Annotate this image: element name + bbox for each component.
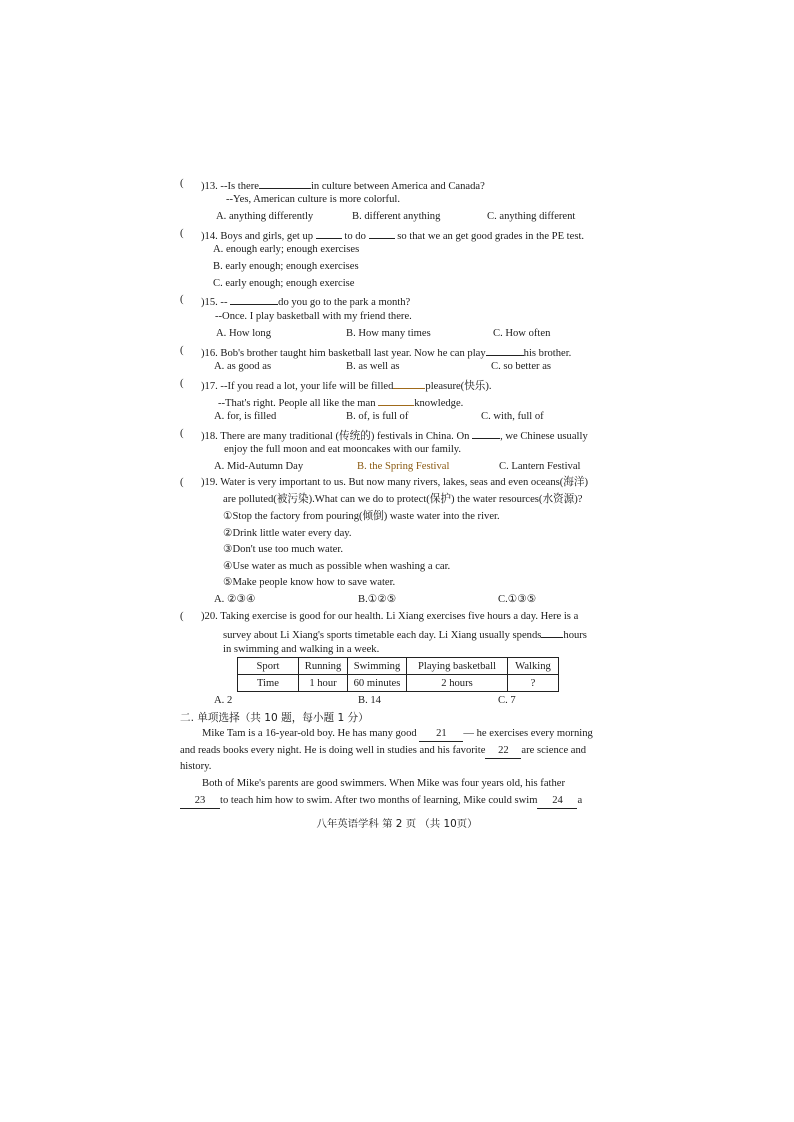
option-13-c: C. anything different (487, 211, 576, 222)
option-15-a: A. How long (216, 328, 272, 339)
option-19-2: ②Drink little water every day. (223, 528, 352, 539)
option-19-5: ⑤Make people know how to save water. (223, 577, 396, 588)
option-17-b: B. of, is full of (346, 411, 409, 422)
option-20-c: C. 7 (498, 695, 516, 706)
question-16-stem-end: his brother. (523, 348, 572, 359)
question-20-line2-end: hours (563, 630, 587, 641)
blank-15 (230, 293, 278, 305)
question-15-stem-end: do you go to the park a month? (278, 297, 411, 308)
table-row (238, 675, 559, 692)
passage-text: — he exercises every morning (463, 728, 593, 739)
question-14 (201, 227, 584, 244)
question-17-stem: )17. --If you read a lot, your life will be filled (201, 381, 394, 392)
option-19-c: C.①③⑤ (498, 594, 537, 605)
blank-17-a (393, 377, 425, 389)
option-19-4: ④Use water as much as possible when washing a car. (223, 561, 451, 572)
answer-paren-13[interactable]: ( (180, 178, 184, 189)
answer-paren-16[interactable]: ( (180, 345, 184, 356)
blank-23[interactable]: 23 (180, 794, 220, 809)
table-header-cell: Sport (238, 658, 299, 675)
table-cell: ? (508, 675, 559, 692)
table-header-cell: Playing basketball (407, 658, 508, 675)
table-cell: 60 minutes (348, 675, 407, 692)
passage-text: and reads books every night. He is doing well in studies and his favorite (180, 745, 486, 756)
table-header-row (238, 658, 559, 675)
question-15-stem: )15. -- (201, 297, 228, 308)
answer-paren-18[interactable]: ( (180, 428, 184, 439)
question-14-stem: )14. Boys and girls, get up (201, 231, 314, 242)
question-20-line2-start: survey about Li Xiang's sports timetable each day. Li Xiang usually spends (223, 630, 542, 641)
question-15-reply: --Once. I play basketball with my friend there. (215, 311, 412, 322)
option-13-b: B. different anything (352, 211, 441, 222)
blank-24[interactable]: 24 (537, 794, 577, 809)
passage-line-3: history. (180, 761, 212, 772)
table-header-cell: Walking (508, 658, 559, 675)
option-16-a: A. as good as (214, 361, 272, 372)
option-17-a: A. for, is filled (214, 411, 277, 422)
option-17-c: C. with, full of (481, 411, 544, 422)
option-20-a: A. 2 (214, 695, 233, 706)
question-17-reply (218, 394, 463, 411)
passage-line-5 (180, 794, 582, 809)
option-16-b: B. as well as (346, 361, 400, 372)
question-18 (201, 427, 588, 444)
question-19: )19. Water is very important to us. But now many rivers, lakes, seas and even oceans(海洋) (201, 477, 588, 488)
answer-paren-17[interactable]: ( (180, 378, 184, 389)
question-18-line2: enjoy the full moon and eat mooncakes with our family. (224, 444, 462, 455)
page-footer: 八年英语学科 第 2 页 （共 10页） (316, 818, 478, 830)
answer-paren-19[interactable]: ( (180, 477, 184, 488)
passage-line-4: Both of Mike's parents are good swimmers. When Mike was four years old, his father (202, 778, 565, 789)
question-18-stem: )18. There are many traditional (传统的) festivals in China. On (201, 431, 470, 442)
table-header-cell: Running (299, 658, 348, 675)
option-18-c: C. Lantern Festival (499, 461, 581, 472)
option-16-c: C. so better as (491, 361, 552, 372)
question-16 (201, 344, 571, 361)
answer-paren-14[interactable]: ( (180, 228, 184, 239)
table-cell: 1 hour (299, 675, 348, 692)
option-20-b: B. 14 (358, 695, 381, 706)
question-20-line3: in swimming and walking in a week. (223, 644, 380, 655)
option-19-1: ①Stop the factory from pouring(倾倒) waste water into the river. (223, 511, 500, 522)
question-17-stem-end: pleasure(快乐). (425, 381, 492, 392)
option-14-b: B. early enough; enough exercises (213, 261, 359, 272)
passage-line-2 (180, 744, 586, 759)
table-header-cell: Swimming (348, 658, 407, 675)
question-20: )20. Taking exercise is good for our health. Li Xiang exercises five hours a day. Here is a (201, 611, 579, 622)
section-heading: 二. 单项选择（共 10 题，每小题 1 分） (180, 712, 369, 724)
question-17-reply-end: knowledge. (414, 398, 464, 409)
option-15-b: B. How many times (346, 328, 431, 339)
passage-text: Mike Tam is a 16-year-old boy. He has many good (202, 728, 417, 739)
question-13-reply: --Yes, American culture is more colorful. (226, 194, 400, 205)
option-19-a: A. ②③④ (214, 594, 256, 605)
passage-line-1 (202, 727, 593, 742)
question-15 (201, 293, 410, 310)
option-15-c: C. How often (493, 328, 551, 339)
question-14-mid: to do (344, 231, 366, 242)
question-14-stem-end: so that we an get good grades in the PE test. (397, 231, 585, 242)
blank-17-b (378, 394, 414, 406)
answer-paren-20[interactable]: ( (180, 611, 184, 622)
question-20-line2 (223, 626, 587, 643)
blank-22[interactable]: 22 (485, 744, 521, 759)
question-17-reply-start: --That's right. People all like the man (218, 398, 376, 409)
option-19-3: ③Don't use too much water. (223, 544, 343, 555)
blank-21[interactable]: 21 (419, 727, 463, 742)
blank-14-a (316, 227, 342, 239)
question-13-stem: )13. --Is there (201, 181, 259, 192)
blank-13 (259, 177, 311, 189)
table-cell: Time (238, 675, 299, 692)
blank-16 (486, 344, 524, 356)
passage-text: to teach him how to swim. After two months of learning, Mike could swim (220, 795, 538, 806)
table-cell: 2 hours (407, 675, 508, 692)
blank-20 (541, 626, 563, 638)
blank-14-b (369, 227, 395, 239)
option-18-b: B. the Spring Festival (357, 461, 450, 472)
option-18-a: A. Mid-Autumn Day (214, 461, 304, 472)
question-13 (201, 177, 485, 194)
option-13-a: A. anything differently (216, 211, 314, 222)
question-18-stem-end: , we Chinese usually (500, 431, 588, 442)
passage-text: are science and (521, 745, 587, 756)
sports-timetable (237, 657, 559, 692)
question-16-stem: )16. Bob's brother taught him basketball last year. Now he can play (201, 348, 486, 359)
question-19-line2: are polluted(被污染).What can we do to protect(保护) the water resources(水资源)? (223, 494, 583, 505)
option-14-a: A. enough early; enough exercises (213, 244, 360, 255)
answer-paren-15[interactable]: ( (180, 294, 184, 305)
blank-18 (472, 427, 500, 439)
option-14-c: C. early enough; enough exercise (213, 278, 355, 289)
passage-text: a (577, 795, 583, 806)
question-17 (201, 377, 492, 394)
option-19-b: B.①②⑤ (358, 594, 397, 605)
question-13-stem-end: in culture between America and Canada? (310, 181, 485, 192)
